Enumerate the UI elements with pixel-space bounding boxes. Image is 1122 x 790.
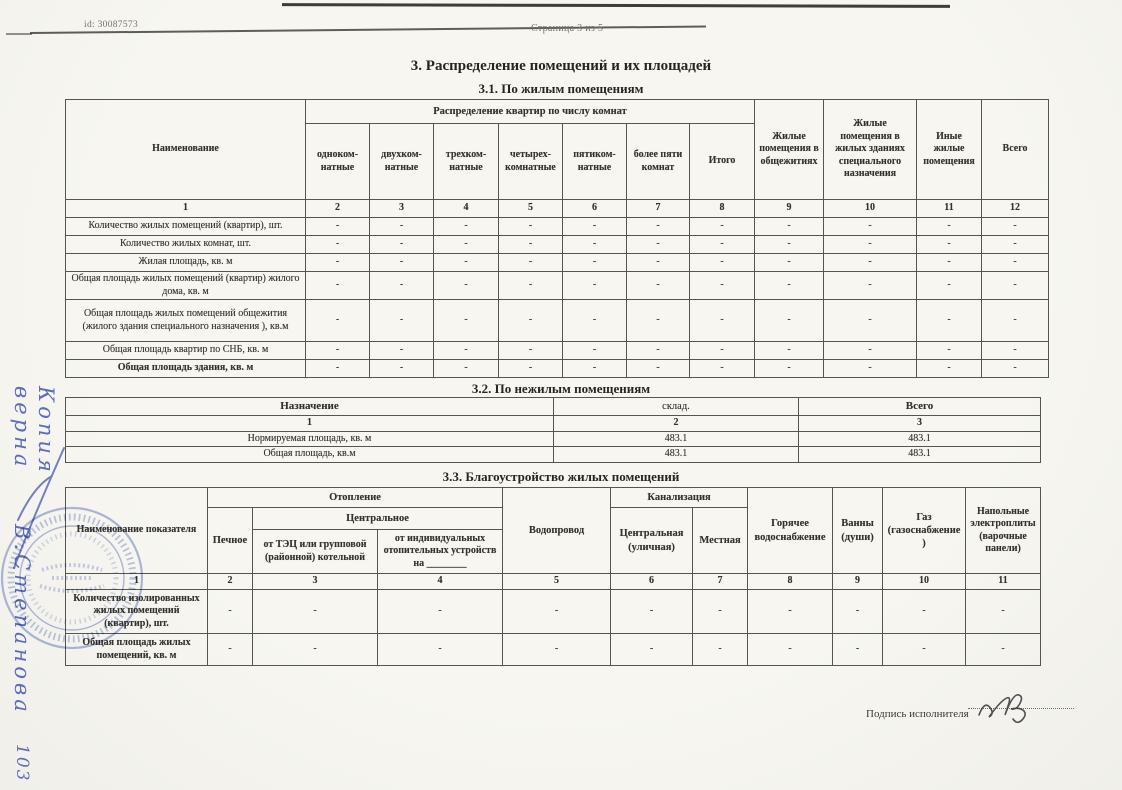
table-cell: -	[693, 634, 748, 666]
table-cell: -	[434, 236, 499, 254]
table-cell: -	[306, 254, 370, 272]
table-cell: -	[499, 342, 563, 360]
table-cell: -	[627, 236, 690, 254]
table-cell: -	[370, 272, 434, 300]
table-cell: -	[917, 360, 982, 378]
column-number: 4	[434, 200, 499, 218]
table-cell: -	[917, 218, 982, 236]
table-cell: -	[883, 634, 966, 666]
document-id: id: 30087573	[84, 20, 139, 30]
table-cell: -	[690, 218, 755, 236]
table-cell: -	[370, 218, 434, 236]
column-header: Всего	[982, 100, 1049, 200]
table-cell: -	[503, 634, 611, 666]
copy-note-text: Копия верна	[10, 386, 58, 476]
column-header: более пяти комнат	[627, 124, 690, 200]
column-header: одноком-натные	[306, 124, 370, 200]
table-cell: -	[611, 590, 693, 634]
column-header: Назначение	[66, 398, 554, 416]
table-cell: -	[563, 218, 627, 236]
table-cell: -	[982, 218, 1049, 236]
column-number: 9	[833, 574, 883, 590]
table-cell: -	[306, 360, 370, 378]
table-cell: -	[434, 218, 499, 236]
column-header: четырех-комнатные	[499, 124, 563, 200]
table-row	[66, 634, 1041, 666]
column-header: Итого	[690, 124, 755, 200]
table-cell: -	[982, 272, 1049, 300]
housing-distribution-table	[65, 99, 1049, 378]
table-cell: -	[690, 236, 755, 254]
table-cell: -	[503, 590, 611, 634]
table-cell: -	[824, 342, 917, 360]
page-indicator: Страница 3 из 5	[531, 23, 604, 34]
table-cell: -	[824, 218, 917, 236]
column-number: 1	[66, 200, 306, 218]
column-header: Всего	[799, 398, 1041, 416]
column-header: Ванны (души)	[833, 488, 883, 574]
table-cell: -	[966, 634, 1041, 666]
column-header: Наименование	[66, 100, 306, 200]
column-header: пятиком-натные	[563, 124, 627, 200]
column-number: 10	[824, 200, 917, 218]
subsection-3-3-title: 3.3. Благоустройство жилых помещений	[442, 469, 680, 484]
handwritten-page-number: 103	[12, 744, 32, 783]
column-header: Напольные электроплиты (варочные панели)	[966, 488, 1041, 574]
table-cell: -	[690, 254, 755, 272]
table-cell: -	[690, 272, 755, 300]
column-header: Печное	[208, 508, 253, 574]
row-label: Общая площадь здания, кв. м	[66, 360, 306, 378]
signature-icon	[975, 685, 1055, 727]
table-cell: -	[982, 236, 1049, 254]
table-cell: -	[434, 254, 499, 272]
table-cell: -	[306, 272, 370, 300]
table-cell: -	[370, 360, 434, 378]
table-cell: 483.1	[554, 447, 799, 463]
row-label: Общая площадь квартир по СНБ, кв. м	[66, 342, 306, 360]
table-cell: -	[370, 254, 434, 272]
table-cell: -	[755, 342, 824, 360]
table-row	[66, 342, 1049, 360]
table-cell: -	[306, 342, 370, 360]
column-number: 11	[966, 574, 1041, 590]
column-number: 1	[66, 416, 554, 432]
table-cell: -	[755, 254, 824, 272]
table-cell: -	[982, 360, 1049, 378]
row-label: Количество жилых комнат, шт.	[66, 236, 306, 254]
table-cell: -	[499, 300, 563, 342]
table-cell: -	[982, 300, 1049, 342]
table-row	[66, 590, 1041, 634]
scan-artifact-line	[282, 3, 950, 8]
table-row	[66, 254, 1049, 272]
table-cell: -	[917, 300, 982, 342]
non-residential-table	[65, 397, 1041, 463]
column-number: 4	[378, 574, 503, 590]
subsection-3-1-title: 3.1. По жилым помещениям	[478, 81, 644, 96]
column-number: 1	[66, 574, 208, 590]
table-cell: -	[748, 590, 833, 634]
subsection-3-2-title: 3.2. По нежилым помещениям	[471, 381, 651, 396]
table-cell: -	[611, 634, 693, 666]
column-header: Жилые помещения в жилых зданиях специального назначения	[824, 100, 917, 200]
column-number: 11	[917, 200, 982, 218]
column-number: 8	[748, 574, 833, 590]
row-label: Количество изолированных жилых помещений (квартир), шт.	[66, 590, 208, 634]
executor-signature-label: Подпись исполнителя	[866, 708, 969, 720]
table-cell: -	[917, 236, 982, 254]
table-cell: -	[824, 254, 917, 272]
table-cell: -	[378, 634, 503, 666]
copy-note-signer: В.Степанова	[10, 524, 34, 717]
column-number-row	[66, 200, 1049, 218]
column-header: склад.	[554, 398, 799, 416]
column-number: 6	[611, 574, 693, 590]
table-row	[66, 360, 1049, 378]
column-number: 2	[208, 574, 253, 590]
table-cell: -	[693, 590, 748, 634]
row-label: Количество жилых помещений (квартир), шт.	[66, 218, 306, 236]
column-number: 9	[755, 200, 824, 218]
table-cell: -	[755, 300, 824, 342]
column-header: двухком-натные	[370, 124, 434, 200]
table-row	[66, 447, 1041, 463]
column-number: 2	[306, 200, 370, 218]
group-header: Распределение квартир по числу комнат	[306, 100, 755, 124]
column-header: Водопровод	[503, 488, 611, 574]
group-header: Канализация	[611, 488, 748, 508]
table-cell: -	[748, 634, 833, 666]
table-cell: -	[627, 272, 690, 300]
table-cell: -	[370, 236, 434, 254]
table-row	[66, 236, 1049, 254]
column-header: от ТЭЦ или групповой (районной) котельной	[253, 530, 378, 574]
table-cell: -	[208, 590, 253, 634]
table-cell: -	[563, 342, 627, 360]
table-cell: -	[824, 360, 917, 378]
table-cell: -	[499, 272, 563, 300]
table-cell: -	[627, 254, 690, 272]
table-cell: -	[378, 590, 503, 634]
column-header: Центральная (уличная)	[611, 508, 693, 574]
amenities-table	[65, 487, 1041, 666]
column-number: 6	[563, 200, 627, 218]
table-cell: -	[690, 360, 755, 378]
table-row	[66, 272, 1049, 300]
table-cell: -	[824, 300, 917, 342]
table-cell: -	[253, 590, 378, 634]
table-cell: -	[563, 272, 627, 300]
table-cell: -	[499, 360, 563, 378]
table-cell: 483.1	[799, 447, 1041, 463]
table-cell: -	[306, 236, 370, 254]
column-header: Горячее водоснабжение	[748, 488, 833, 574]
table-cell: -	[306, 218, 370, 236]
table-cell: -	[690, 342, 755, 360]
scan-artifact-line	[6, 33, 32, 35]
table-cell: -	[434, 342, 499, 360]
table-cell: -	[563, 236, 627, 254]
column-number: 10	[883, 574, 966, 590]
table-cell: -	[253, 634, 378, 666]
table-cell: -	[755, 236, 824, 254]
column-header: Жилые помещения в общежитиях	[755, 100, 824, 200]
row-label: Общая площадь жилых помещений, кв. м	[66, 634, 208, 666]
row-label: Жилая площадь, кв. м	[66, 254, 306, 272]
row-label: Нормируемая площадь, кв. м	[66, 431, 554, 447]
column-number-row	[66, 574, 1041, 590]
table-cell: -	[208, 634, 253, 666]
table-cell: -	[883, 590, 966, 634]
column-number: 8	[690, 200, 755, 218]
table-cell: -	[627, 342, 690, 360]
column-header: от индивидуальных отопительных устройств на ________	[378, 530, 503, 574]
table-cell: -	[833, 634, 883, 666]
column-number: 5	[499, 200, 563, 218]
table-cell: -	[917, 272, 982, 300]
column-number: 3	[253, 574, 378, 590]
table-cell: 483.1	[554, 431, 799, 447]
group-header: Центральное	[253, 508, 503, 530]
table-cell: -	[982, 342, 1049, 360]
column-header: Иные жилые помещения	[917, 100, 982, 200]
table-cell: -	[755, 360, 824, 378]
column-header: трехком-натные	[434, 124, 499, 200]
column-number: 12	[982, 200, 1049, 218]
column-header: Местная	[693, 508, 748, 574]
table-cell: -	[917, 342, 982, 360]
column-number: 7	[627, 200, 690, 218]
table-cell: -	[627, 300, 690, 342]
column-number-row	[66, 416, 1041, 432]
column-number: 3	[370, 200, 434, 218]
row-label: Общая площадь, кв.м	[66, 447, 554, 463]
table-cell: -	[370, 300, 434, 342]
column-header: Газ (газоснабжение)	[883, 488, 966, 574]
table-cell: -	[833, 590, 883, 634]
table-row	[66, 300, 1049, 342]
table-cell: -	[370, 342, 434, 360]
table-row	[66, 218, 1049, 236]
table-cell: -	[824, 272, 917, 300]
table-cell: -	[755, 218, 824, 236]
table-cell: -	[499, 236, 563, 254]
column-number: 7	[693, 574, 748, 590]
table-cell: -	[563, 254, 627, 272]
column-number: 2	[554, 416, 799, 432]
table-cell: -	[306, 300, 370, 342]
table-cell: -	[917, 254, 982, 272]
section-title: 3. Распределение помещений и их площадей	[410, 58, 712, 74]
table-cell: -	[499, 254, 563, 272]
table-cell: -	[627, 360, 690, 378]
column-number: 3	[799, 416, 1041, 432]
row-label: Общая площадь жилых помещений общежития (жилого здания специального назначения ), кв.м	[66, 300, 306, 342]
column-header: Наименование показателя	[66, 488, 208, 574]
table-cell: -	[434, 272, 499, 300]
table-cell: -	[434, 360, 499, 378]
table-row	[66, 431, 1041, 447]
table-cell: -	[824, 236, 917, 254]
column-number: 5	[503, 574, 611, 590]
table-cell: -	[563, 360, 627, 378]
table-cell: -	[434, 300, 499, 342]
table-cell: 483.1	[799, 431, 1041, 447]
table-cell: -	[690, 300, 755, 342]
table-cell: -	[563, 300, 627, 342]
table-cell: -	[499, 218, 563, 236]
table-cell: -	[627, 218, 690, 236]
table-cell: -	[966, 590, 1041, 634]
table-cell: -	[982, 254, 1049, 272]
stamp-icon	[0, 502, 154, 662]
row-label: Общая площадь жилых помещений (квартир) жилого дома, кв. м	[66, 272, 306, 300]
table-cell: -	[755, 272, 824, 300]
group-header: Отопление	[208, 488, 503, 508]
